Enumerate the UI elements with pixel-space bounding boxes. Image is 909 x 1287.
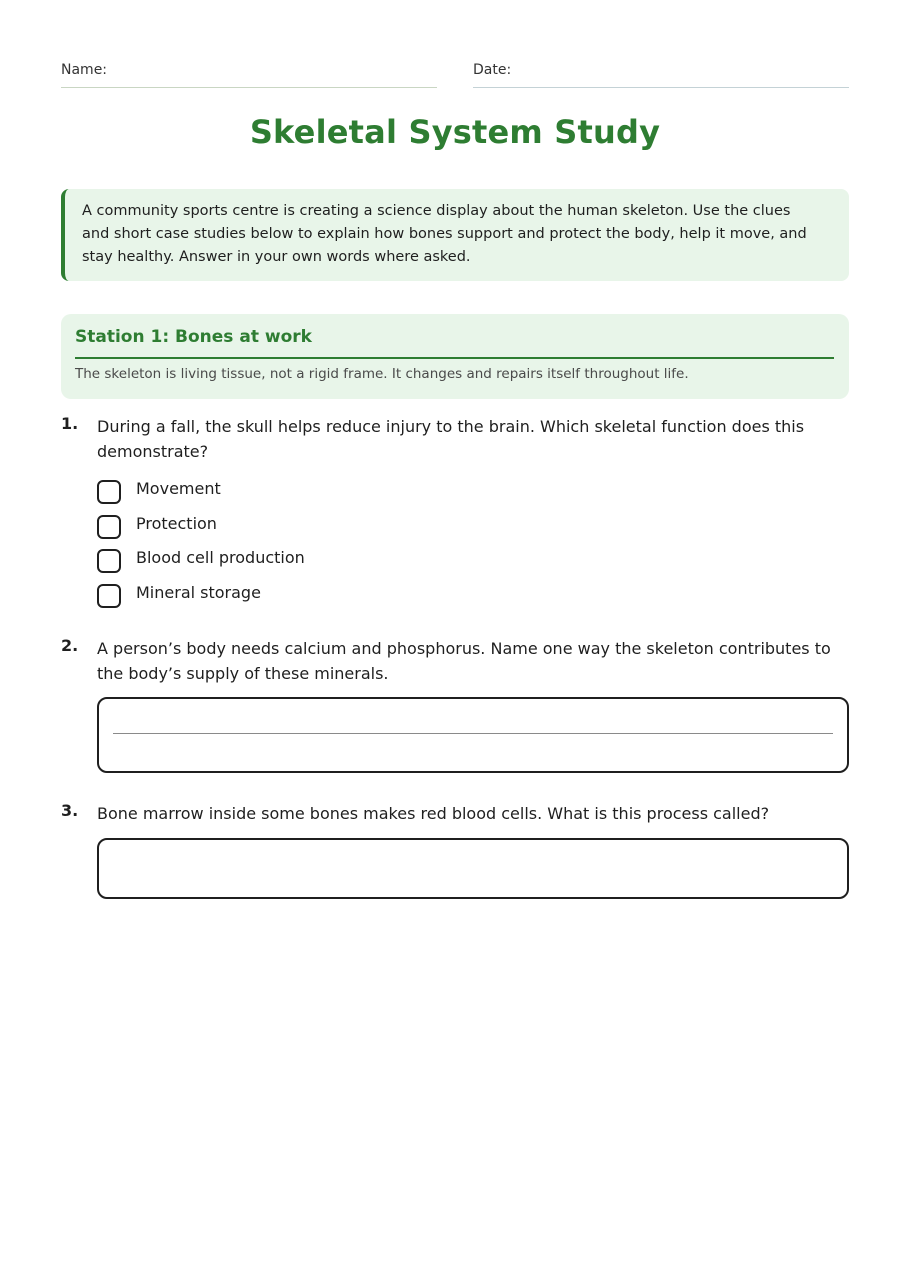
question-1: [61, 414, 849, 614]
question-text: A person’s body needs calcium and phosphorus. Name one way the skeleton contributes to the body’s supply of these minerals.: [97, 639, 831, 683]
question-number: 1.: [61, 414, 79, 433]
name-label: Name:: [61, 62, 108, 78]
checkbox[interactable]: [97, 480, 121, 504]
question-text: Bone marrow inside some bones makes red blood cells. What is this process called?: [97, 804, 770, 823]
checkbox[interactable]: [97, 584, 121, 608]
answer-box[interactable]: [97, 697, 849, 773]
station-panel: [61, 314, 849, 399]
answer-line: [113, 733, 833, 734]
option-label: Movement: [136, 479, 221, 498]
checkbox[interactable]: [97, 549, 121, 573]
question-number: 3.: [61, 801, 79, 820]
question-text: During a fall, the skull helps reduce injury to the brain. Which skeletal function does this demonstrate?: [97, 417, 805, 461]
name-field[interactable]: [61, 61, 437, 88]
option-label: Mineral storage: [136, 583, 261, 602]
answer-box[interactable]: [97, 838, 849, 899]
option-movement[interactable]: [97, 479, 497, 507]
intro-panel: A community sports centre is creating a science display about the human skeleton. Use the clues and short case studies below to explain how bones support and protect the body, help it move, and stay healthy. Answer in your own words where asked.: [61, 189, 849, 281]
date-label: Date:: [473, 62, 512, 78]
question-2: [61, 636, 849, 776]
checkbox[interactable]: [97, 515, 121, 539]
option-label: Blood cell production: [136, 548, 305, 567]
question-number: 2.: [61, 636, 79, 655]
option-blood-cell-production[interactable]: [97, 548, 497, 576]
option-mineral-storage[interactable]: [97, 583, 497, 611]
option-protection[interactable]: [97, 514, 497, 542]
option-label: Protection: [136, 514, 217, 533]
date-field[interactable]: [473, 61, 849, 88]
station-title: Station 1: Bones at work: [75, 326, 834, 359]
station-subtitle: The skeleton is living tissue, not a rigid frame. It changes and repairs itself throughout life.: [75, 366, 689, 382]
name-date-row: [61, 61, 849, 89]
question-3: [61, 801, 849, 901]
page-title: Skeletal System Study: [249, 113, 661, 151]
